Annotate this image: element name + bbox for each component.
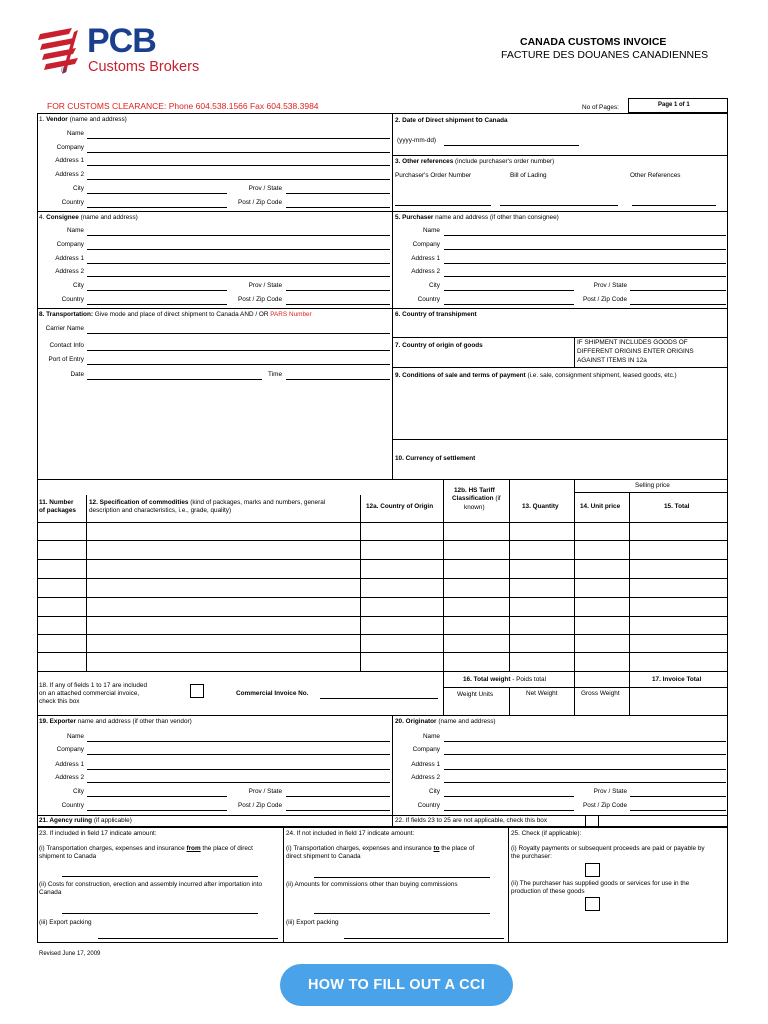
divider <box>37 815 728 816</box>
originator-address1-field[interactable] <box>444 769 726 770</box>
purchaser-name-label: Name <box>422 227 440 234</box>
table-row[interactable] <box>37 652 728 653</box>
field23-ii-field[interactable] <box>62 913 258 914</box>
selling-price-header: Selling price <box>635 482 670 489</box>
clearance-contact: FOR CUSTOMS CLEARANCE: Phone 604.538.1566 Fax 604.538.3984 <box>47 101 319 111</box>
net-weight-label: Net Weight <box>526 690 558 697</box>
conditions-heading: 9. Conditions of sale and terms of payment <box>395 372 526 379</box>
po-number-field[interactable] <box>395 205 491 206</box>
exporter-prov-label: Prov / State <box>248 788 282 795</box>
divider <box>443 687 728 688</box>
field25-ii-text: (ii) The purchaser has supplied goods or services for use in the <box>511 880 690 887</box>
field23-heading: 23. If included in field 17 indicate amount: <box>39 830 157 837</box>
consignee-address2-label: Address 2 <box>55 268 84 275</box>
consignee-name-field[interactable] <box>87 235 390 236</box>
other-references-label: Other References <box>630 172 681 179</box>
field24-heading: 24. If not included in field 17 indicate amount: <box>286 830 415 837</box>
field24-i-text-b: the place of <box>441 845 475 852</box>
col-unit-price-header: 14. Unit price <box>580 503 621 510</box>
field24-iii-field[interactable] <box>344 938 504 939</box>
field23-i-text-2: shipment to Canada <box>39 853 97 860</box>
col-hs-header-2r: (if <box>495 495 501 502</box>
purchaser-address2-field[interactable] <box>444 276 726 277</box>
supplied-goods-checkbox[interactable] <box>585 897 600 911</box>
consignee-company-field[interactable] <box>87 249 390 250</box>
table-row[interactable] <box>37 671 728 672</box>
purchaser-address2-label: Address 2 <box>411 268 440 275</box>
vendor-country-field[interactable] <box>87 207 227 208</box>
purchaser-heading: 5. Purchaser <box>395 214 434 221</box>
field18-text-1: 18. If any of fields 1 to 17 are included <box>39 682 148 689</box>
origin-note-2: DIFFERENT ORIGINS ENTER ORIGINS <box>577 348 694 355</box>
weight-units-label: Weight Units <box>457 691 494 698</box>
carrier-name-field[interactable] <box>87 333 390 334</box>
consignee-city-field[interactable] <box>87 290 227 291</box>
originator-name-label: Name <box>422 733 440 740</box>
transport-date-field[interactable] <box>87 379 262 380</box>
originator-address1-label: Address 1 <box>411 761 440 768</box>
field24-ii-text: (ii) Amounts for commissions other than buying commissions <box>286 881 458 888</box>
originator-address2-field[interactable] <box>444 782 726 783</box>
field25-i-text: (i) Royalty payments or subsequent proceeds are paid or payable by <box>511 845 705 852</box>
purchaser-city-field[interactable] <box>444 290 574 291</box>
consignee-heading: Consignee <box>46 214 79 221</box>
agency-ruling-note: (if applicable) <box>93 817 132 824</box>
purchaser-address1-field[interactable] <box>444 263 726 264</box>
date-direct-to: to <box>475 115 483 124</box>
divider <box>392 155 728 156</box>
col-packages-header-2: of packages <box>39 507 76 514</box>
field22-text: 22. If fields 23 to 25 are not applicable, check this box <box>395 817 548 824</box>
purchaser-company-label: Company <box>412 241 440 248</box>
field18-checkbox[interactable] <box>190 684 204 698</box>
carrier-name-label: Carrier Name <box>45 325 84 332</box>
gross-weight-label: Gross Weight <box>581 690 620 697</box>
vendor-name-field[interactable] <box>87 138 390 139</box>
consignee-post-label: Post / Zip Code <box>237 296 282 303</box>
transport-date-label: Date <box>70 371 84 378</box>
logo-name: PCB <box>87 22 156 60</box>
contact-info-label: Contact Info <box>49 342 84 349</box>
exporter-name-label: Name <box>66 733 84 740</box>
originator-country-field[interactable] <box>444 810 574 811</box>
divider <box>37 715 728 716</box>
exporter-address1-label: Address 1 <box>55 761 84 768</box>
originator-address2-label: Address 2 <box>411 774 440 781</box>
originator-prov-field[interactable] <box>630 796 726 797</box>
field24-i-field[interactable] <box>314 877 490 878</box>
origin-note-3: AGAINST ITEMS IN 12a <box>577 357 647 364</box>
originator-company-label: Company <box>412 746 440 753</box>
transhipment-heading: 6. Country of transhipment <box>395 311 477 318</box>
field24-i-text-2: direct shipment to Canada <box>286 853 361 860</box>
field23-ii-text-2: Canada <box>39 889 62 896</box>
vendor-country-label: Country <box>61 199 84 206</box>
purchaser-heading-note: name and address (if other than consignee) <box>435 214 559 221</box>
date-format-hint: (yyyy-mm-dd) <box>397 137 437 144</box>
divider <box>37 522 728 523</box>
consignee-prov-label: Prov / State <box>248 282 282 289</box>
commercial-invoice-label: Commercial Invoice No. <box>236 690 309 697</box>
purchaser-country-field[interactable] <box>444 304 574 305</box>
field18-text-3: check this box <box>39 698 80 705</box>
vendor-heading-note: (name and address) <box>69 116 127 123</box>
divider <box>37 211 728 212</box>
exporter-address2-label: Address 2 <box>55 774 84 781</box>
divider <box>508 827 509 943</box>
exporter-company-field[interactable] <box>87 754 390 755</box>
col-hs-header-3: known) <box>464 504 485 511</box>
field24-ii-field[interactable] <box>314 913 490 914</box>
table-row[interactable] <box>37 597 728 598</box>
col-origin-header: 12a. Country of Origin <box>366 503 434 510</box>
po-number-label: Purchaser's Order Number <box>395 172 472 179</box>
origin-note-1: IF SHIPMENT INCLUDES GOODS OF <box>577 339 688 346</box>
divider <box>392 367 728 368</box>
table-row[interactable] <box>37 616 728 617</box>
vendor-prov-label: Prov / State <box>248 185 282 192</box>
vendor-prov-field[interactable] <box>286 193 390 194</box>
date-direct-heading-b: Canada <box>484 117 508 124</box>
vendor-address2-label: Address 2 <box>55 171 84 178</box>
registered-mark: ® <box>61 66 67 75</box>
vendor-company-label: Company <box>56 144 84 151</box>
exporter-prov-field[interactable] <box>286 796 390 797</box>
transport-time-field[interactable] <box>286 379 390 380</box>
table-row[interactable] <box>37 578 728 579</box>
total-weight-heading: 16. Total weight <box>463 676 511 683</box>
purchaser-prov-label: Prov / State <box>593 282 627 289</box>
originator-company-field[interactable] <box>444 754 726 755</box>
purchaser-name-field[interactable] <box>444 235 726 236</box>
purchaser-post-label: Post / Zip Code <box>582 296 627 303</box>
field25-ii-text-2: production of these goods <box>511 888 585 895</box>
consignee-prov-field[interactable] <box>286 290 390 291</box>
port-of-entry-field[interactable] <box>87 364 390 365</box>
exporter-name-field[interactable] <box>87 741 390 742</box>
col-quantity-header: 13. Quantity <box>522 503 559 510</box>
exporter-heading: 19. Exporter <box>39 718 76 725</box>
other-refs-heading: 3. Other references <box>395 158 454 165</box>
consignee-address1-label: Address 1 <box>55 255 84 262</box>
field24-i-text: (i) Transportation charges, expenses and insurance <box>286 845 432 852</box>
originator-post-label: Post / Zip Code <box>582 802 627 809</box>
divider <box>392 337 728 338</box>
consignee-country-field[interactable] <box>87 304 227 305</box>
vendor-post-field[interactable] <box>286 207 390 208</box>
exporter-heading-note: name and address (if other than vendor) <box>77 718 192 725</box>
consignee-address1-field[interactable] <box>87 263 390 264</box>
purchaser-country-label: Country <box>417 296 440 303</box>
consignee-num: 4. <box>39 214 45 221</box>
field23-i-from: from <box>186 845 201 852</box>
logo-subtitle: Customs Brokers <box>88 59 200 75</box>
table-row[interactable] <box>37 559 728 560</box>
date-direct-heading: 2. Date of Direct shipment <box>395 117 474 124</box>
date-direct-field[interactable] <box>444 145 579 146</box>
consignee-post-field[interactable] <box>286 304 390 305</box>
vendor-post-label: Post / Zip Code <box>237 199 282 206</box>
originator-city-field[interactable] <box>444 796 574 797</box>
page-count-value: Page 1 of 1 <box>658 102 690 108</box>
other-refs-note: (include purchaser's order number) <box>455 158 555 165</box>
col-packages-header: 11. Number <box>39 499 74 506</box>
exporter-city-label: City <box>72 788 84 795</box>
conditions-note: (i.e. sale, consignment shipment, leased goods, etc.) <box>527 372 677 379</box>
divider <box>574 337 575 367</box>
vendor-name-label: Name <box>66 130 84 137</box>
divider <box>392 439 728 440</box>
exporter-company-label: Company <box>56 746 84 753</box>
exporter-country-field[interactable] <box>87 810 227 811</box>
divider <box>283 827 284 943</box>
transport-time-label: Time <box>268 371 282 378</box>
col-hs-header-2: Classification <box>452 495 494 502</box>
contact-info-field[interactable] <box>87 350 390 351</box>
col-total-header: 15. Total <box>664 503 690 510</box>
field18-text-2: on an attached commercial invoice, <box>39 690 140 697</box>
total-weight-fr: - Poids total <box>512 676 546 683</box>
vendor-city-label: City <box>72 185 84 192</box>
exporter-address1-field[interactable] <box>87 769 390 770</box>
field23-i-text-b: the place of direct <box>202 845 253 852</box>
divider <box>574 492 728 493</box>
transport-heading-note: Give mode and place of direct shipment to Canada AND / OR <box>94 311 269 318</box>
originator-heading: 20. Originator <box>395 718 437 725</box>
vendor-city-field[interactable] <box>87 193 227 194</box>
originator-post-field[interactable] <box>630 810 726 811</box>
originator-country-label: Country <box>417 802 440 809</box>
form-title-en: CANADA CUSTOMS INVOICE <box>520 36 667 48</box>
agency-ruling-heading: 21. Agency ruling <box>39 817 93 824</box>
table-row[interactable] <box>37 540 728 541</box>
purchaser-address1-label: Address 1 <box>411 255 440 262</box>
exporter-post-label: Post / Zip Code <box>237 802 282 809</box>
consignee-heading-note: (name and address) <box>80 214 138 221</box>
vendor-company-field[interactable] <box>87 152 390 153</box>
royalty-checkbox[interactable] <box>585 863 600 877</box>
bill-of-lading-field[interactable] <box>500 205 618 206</box>
commercial-invoice-field[interactable] <box>320 698 438 699</box>
divider <box>392 715 393 827</box>
field25-heading: 25. Check (if applicable): <box>511 830 582 837</box>
field23-iii-text: (iii) Export packing <box>39 919 92 926</box>
col-spec-header: 12. Specification of commodities <box>89 499 189 506</box>
originator-city-label: City <box>428 788 440 795</box>
bill-of-lading-label: Bill of Lading <box>510 172 547 179</box>
originator-name-field[interactable] <box>444 741 726 742</box>
consignee-city-label: City <box>72 282 84 289</box>
originator-heading-note: (name and address) <box>438 718 496 725</box>
transport-heading: 8. Transportation: <box>39 311 93 318</box>
vendor-heading: Vendor <box>46 116 68 123</box>
col-spec-note-2: description and characteristics, i.e., grade, quality) <box>89 507 232 514</box>
divider <box>37 308 728 309</box>
no-of-pages-label: No of Pages: <box>582 104 619 111</box>
consignee-address2-field[interactable] <box>87 276 390 277</box>
other-references-field[interactable] <box>632 205 716 206</box>
consignee-company-label: Company <box>56 241 84 248</box>
originator-prov-label: Prov / State <box>593 788 627 795</box>
pars-number-note: PARS Number <box>270 311 312 318</box>
exporter-city-field[interactable] <box>87 796 227 797</box>
exporter-address2-field[interactable] <box>87 782 390 783</box>
purchaser-city-label: City <box>428 282 440 289</box>
revised-date: Revised June 17, 2009 <box>39 951 101 957</box>
consignee-country-label: Country <box>61 296 84 303</box>
exporter-post-field[interactable] <box>286 810 390 811</box>
vendor-num: 1. <box>39 116 45 123</box>
field24-iii-text: (iii) Export packing <box>286 919 339 926</box>
invoice-total-heading: 17. Invoice Total <box>652 676 702 683</box>
form-title-fr: FACTURE DES DOUANES CANADIENNES <box>501 49 709 61</box>
port-of-entry-label: Port of Entry <box>48 356 84 363</box>
vendor-address2-field[interactable] <box>87 179 390 180</box>
purchaser-prov-field[interactable] <box>630 290 726 291</box>
col-hs-header: 12b. HS Tariff <box>454 487 495 494</box>
consignee-name-label: Name <box>66 227 84 234</box>
how-to-fill-button[interactable]: HOW TO FILL OUT A CCI <box>280 964 513 1006</box>
divider <box>509 687 510 715</box>
exporter-country-label: Country <box>61 802 84 809</box>
field23-ii-text: (ii) Costs for construction, erection and assembly incurred after importation into <box>39 881 263 888</box>
field23-i-field[interactable] <box>62 876 258 877</box>
currency-heading: 10. Currency of settlement <box>395 455 476 462</box>
field25-i-text-2: the purchaser: <box>511 853 552 860</box>
purchaser-post-field[interactable] <box>630 304 726 305</box>
field23-iii-field[interactable] <box>98 938 278 939</box>
field23-i-text: (i) Transportation charges, expenses and insurance <box>39 845 185 852</box>
origin-heading: 7. Country of origin of goods <box>395 342 483 349</box>
field24-i-to: to <box>433 845 440 852</box>
vendor-address1-label: Address 1 <box>55 157 84 164</box>
col-spec-note: (kind of packages, marks and numbers, general <box>190 499 326 506</box>
table-row[interactable] <box>37 634 728 635</box>
divider <box>37 479 728 480</box>
vendor-address1-field[interactable] <box>87 165 390 166</box>
purchaser-company-field[interactable] <box>444 249 726 250</box>
